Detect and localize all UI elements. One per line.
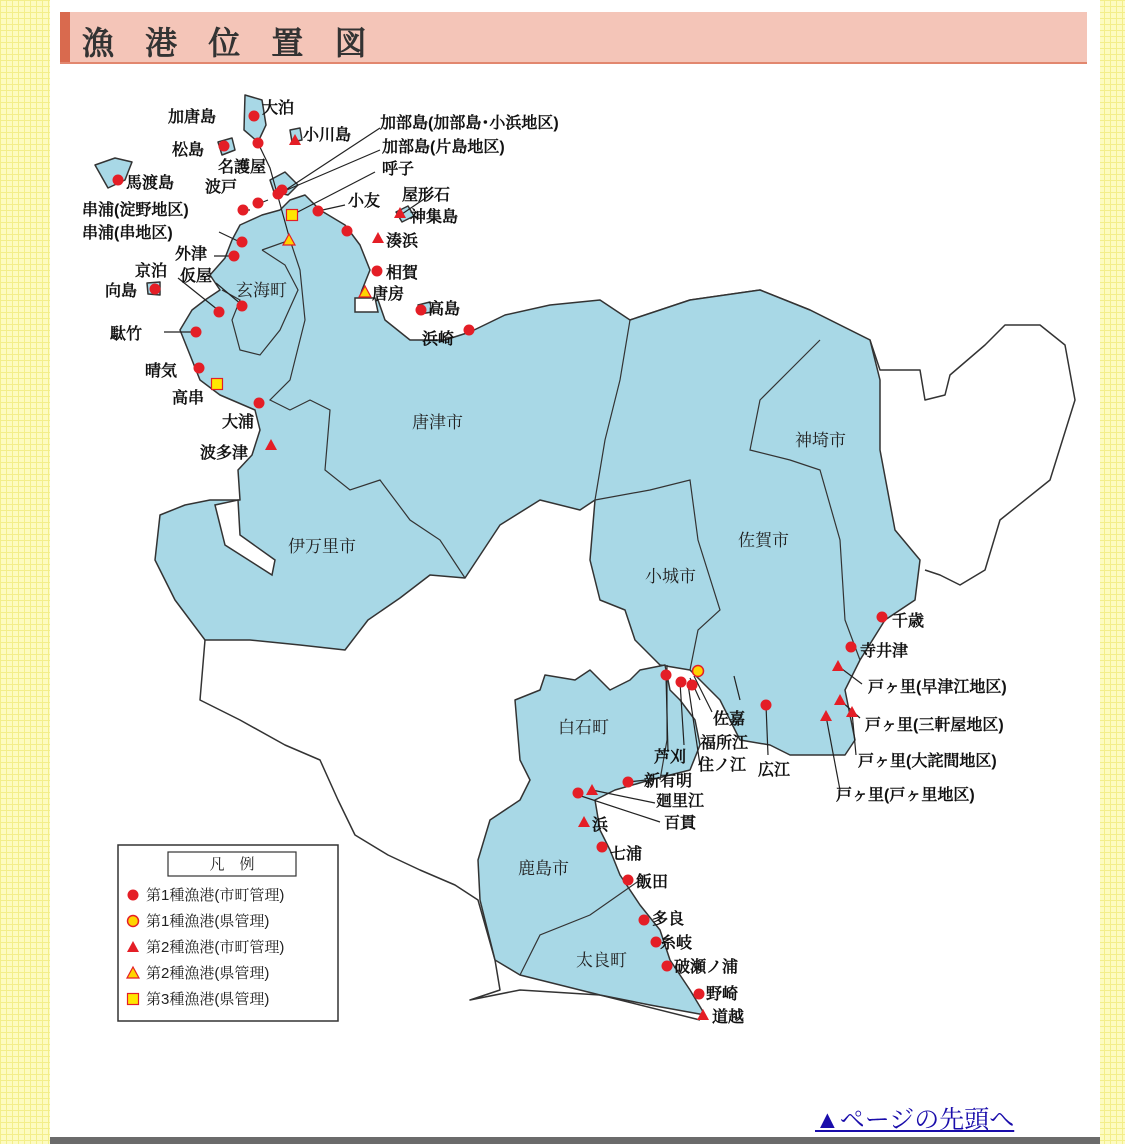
port-label: 加唐島 (168, 109, 217, 126)
port-label: 七浦 (610, 846, 643, 863)
port-label: 駄竹 (110, 326, 143, 343)
legend-item: 第2種漁港(市町管理) (146, 939, 285, 956)
port-label: 唐房 (372, 286, 405, 303)
port-label: 馬渡島 (126, 175, 175, 192)
legend-symbol-square-yellow (128, 994, 139, 1005)
port-marker (194, 363, 205, 374)
port-label: 福所江 (700, 735, 749, 752)
port-label: 大浦 (222, 414, 255, 431)
port-marker (416, 305, 427, 316)
port-marker (191, 327, 202, 338)
port-marker (237, 237, 248, 248)
port-marker (694, 989, 705, 1000)
port-label: 京泊 (135, 263, 168, 280)
port-label: 波多津 (200, 445, 249, 462)
port-label: 小川島 (303, 127, 352, 144)
port-marker (372, 266, 383, 277)
port-marker (249, 111, 260, 122)
port-marker (846, 642, 857, 653)
port-label: 佐嘉 (713, 711, 746, 728)
port-marker (623, 777, 634, 788)
port-label: 飯田 (636, 874, 669, 891)
page-title: 漁 港 位 置 図 (82, 24, 377, 62)
port-label: 名護屋 (218, 159, 267, 176)
port-marker (661, 670, 672, 681)
port-marker (287, 210, 298, 221)
port-label: 向島 (105, 283, 138, 300)
port-label: 百貫 (664, 815, 697, 832)
page-top-link[interactable]: ▲ページの先頭へ (815, 1107, 1015, 1134)
port-marker (150, 284, 161, 295)
port-label: 湊浜 (386, 233, 419, 250)
port-marker (464, 325, 475, 336)
port-marker (313, 206, 324, 217)
municipality-karatsu: 唐津市 (412, 413, 463, 432)
port-label: 住ノ江 (698, 757, 747, 774)
port-label: 串浦(淀野地区) (82, 202, 189, 219)
port-label: 新有明 (644, 773, 693, 790)
port-label: 戸ヶ里(大詫間地区) (858, 753, 997, 770)
port-label: 千歳 (892, 613, 925, 630)
port-label: 呼子 (382, 161, 415, 178)
port-label: 波戸 (205, 179, 238, 196)
port-label: 串浦(串地区) (82, 225, 173, 242)
municipality-ogi: 小城市 (645, 567, 696, 586)
port-marker (676, 677, 687, 688)
port-marker (229, 251, 240, 262)
port-label: 廻里江 (656, 793, 705, 810)
port-label: 高島 (428, 301, 461, 318)
port-label: 神集島 (410, 209, 459, 226)
legend-item: 第2種漁港(県管理) (146, 965, 270, 982)
port-marker (573, 788, 584, 799)
port-label: 芦刈 (654, 749, 687, 766)
port-label: 糸岐 (660, 935, 693, 952)
port-label: 浜崎 (422, 331, 455, 348)
port-label: 戸ヶ里(早津江地区) (868, 679, 1007, 696)
port-label: 野崎 (706, 986, 739, 1003)
port-marker (253, 138, 264, 149)
port-label: 小友 (348, 193, 381, 210)
port-label: 戸ヶ里(三軒屋地区) (865, 717, 1004, 734)
port-marker (342, 226, 353, 237)
legend-item: 第3種漁港(県管理) (146, 991, 270, 1008)
municipality-kashima: 鹿島市 (518, 859, 569, 878)
municipality-shiroishi: 白石町 (558, 718, 609, 737)
port-label: 晴気 (145, 363, 178, 380)
legend-title: 凡 例 (209, 856, 255, 873)
port-marker (238, 205, 249, 216)
port-label: 多良 (652, 911, 685, 928)
port-label: 松島 (172, 142, 205, 159)
port-label: 道越 (712, 1009, 745, 1026)
port-marker (253, 198, 264, 209)
port-marker (693, 666, 704, 677)
municipality-kanzaki: 神埼市 (795, 431, 846, 450)
port-marker (623, 875, 634, 886)
port-label: 仮屋 (180, 268, 213, 285)
port-marker (214, 307, 225, 318)
port-marker (687, 680, 698, 691)
legend-item: 第1種漁港(県管理) (146, 913, 270, 930)
port-label: 破瀬ノ浦 (674, 959, 739, 976)
port-label: 浜 (592, 817, 609, 834)
municipality-imari: 伊万里市 (288, 537, 356, 556)
port-label: 加部島(片島地区) (382, 139, 505, 156)
municipality-tara: 太良町 (576, 951, 627, 970)
port-marker (277, 185, 288, 196)
port-label: 相賀 (386, 265, 419, 282)
legend-item: 第1種漁港(市町管理) (146, 887, 285, 904)
port-label: 寺井津 (860, 643, 909, 660)
port-marker (212, 379, 223, 390)
port-label: 高串 (172, 390, 205, 407)
port-marker (113, 175, 124, 186)
port-label: 屋形石 (402, 187, 451, 204)
port-marker (877, 612, 888, 623)
port-label: 戸ヶ里(戸ヶ里地区) (836, 787, 975, 804)
legend-symbol-circle-yellow (128, 916, 139, 927)
municipality-genkai: 玄海町 (236, 281, 287, 300)
port-label: 外津 (175, 246, 208, 263)
port-marker (254, 398, 265, 409)
port-marker (237, 301, 248, 312)
port-label: 広江 (758, 762, 791, 779)
legend (118, 845, 338, 1021)
legend-symbol-circle-red (128, 890, 139, 901)
port-marker (639, 915, 650, 926)
saga-land (155, 195, 920, 755)
port-marker (597, 842, 608, 853)
port-marker (219, 141, 230, 152)
port-marker (662, 961, 673, 972)
port-label: 大泊 (262, 100, 295, 117)
port-label: 加部島(加部島･小浜地区) (380, 115, 559, 132)
port-marker (761, 700, 772, 711)
bottom-bar (50, 1137, 1100, 1144)
municipality-saga: 佐賀市 (738, 531, 789, 550)
port-marker (372, 232, 384, 243)
